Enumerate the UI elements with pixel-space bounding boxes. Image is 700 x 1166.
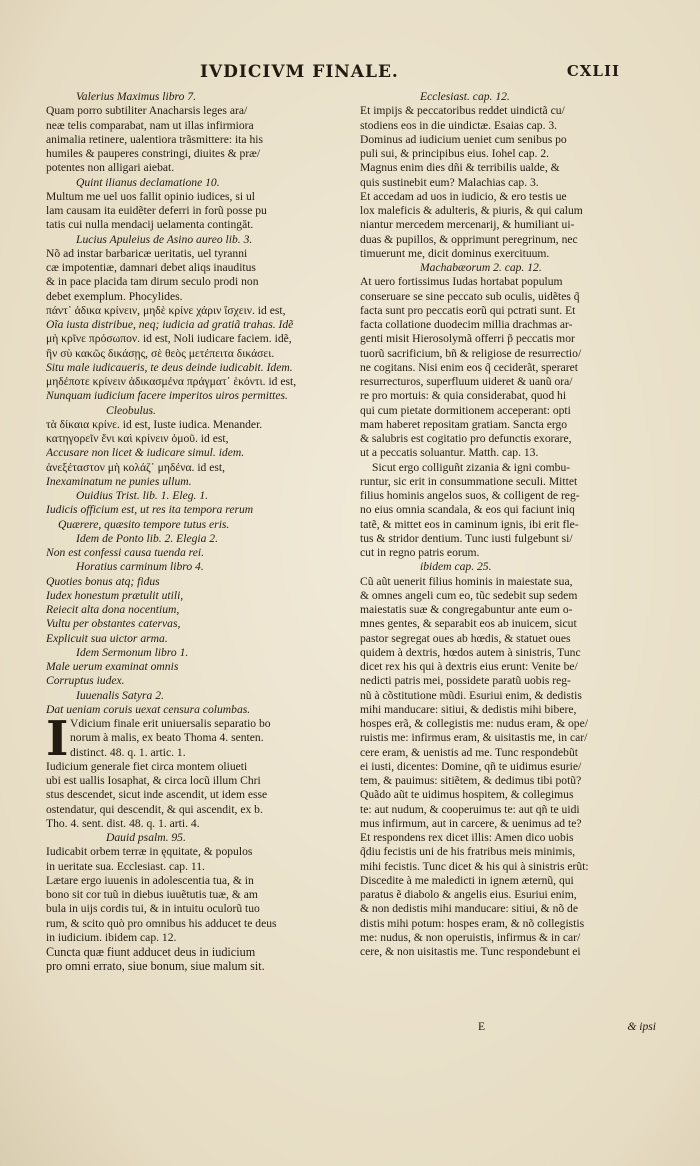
text-line: filius hominis angelos suos, & colligent de reg- [360, 489, 580, 502]
text-line: animalia retinere, ualentiora trãsmittere: ita his [46, 132, 263, 146]
text-line: Cũ aũt uenerit filius hominis in maiestate sua, [360, 574, 573, 588]
text-line: ut a peccatis soluantur. Matth. cap. 13. [360, 446, 539, 460]
text-line: tatis cui nulla mendacij uelamenta contingăt. [46, 218, 254, 232]
text-line: Cleobulus. [106, 403, 156, 417]
text-line: τὰ δίκαια κρίνε. id est, Iuste iudica. Menander. [46, 417, 263, 431]
text-line: me: nudus, & non operuistis, infirmus & in car/ [360, 930, 581, 944]
text-line: ἀνεξέταστον μὴ κολάζ᾽ μηδένα. id est, [46, 460, 226, 474]
text-line: Dat ueniam coruis uexat censura columbas. [46, 702, 251, 716]
text-line: Dauid psalm. 95. [106, 831, 186, 844]
text-line: Lætare ergo iuuenis in adolescentia tua, & in [46, 873, 254, 887]
text-line: Iudicis officium est, ut res ita tempora rerum [46, 503, 254, 517]
text-line: cere eram, & uenistis ad me. Tunc respondebũt [360, 745, 578, 759]
text-line: lox maleficis & adulteris, & piuris, & qui calum [360, 204, 583, 217]
text-line: Accusare non licet & iudicare simul. idem. [46, 446, 245, 460]
text-line: Lucius Apuleius de Asino aureo lib. 3. [76, 232, 253, 246]
text-line: At uero fortissimus Iudas hortabat populum [360, 275, 563, 289]
page-footer [360, 1020, 660, 1036]
text-line: Horatius carminum libro 4. [76, 560, 204, 574]
left-column [46, 90, 346, 974]
text-line: Nõ ad instar barbaricæ ueritatis, uel tyranni [46, 246, 248, 260]
text-line: dicet rex his qui à dextris eius erunt: Venite be/ [360, 660, 578, 673]
text-line: in ueritate sua. Ecclesiast. cap. 11. [46, 859, 205, 873]
text-line: cut in regno patris eorum. [360, 546, 480, 559]
text-line: bono sit cor tuũ in diebus iuuẽtutis tuæ, & am [46, 888, 258, 901]
text-line: tuorũ sacrificium, bñ & religiose de resurrectio/ [360, 346, 582, 360]
text-line: ne cogitans. Nisi enim eos q̃ ceciderãt, speraret [360, 360, 578, 374]
catchword: & ipsi [627, 1020, 656, 1033]
text-line: Et impijs & peccatoribus reddet uindictã cu/ [360, 104, 565, 118]
text-line: stus descendet, sicut inde ascendit, ut idem esse [46, 788, 268, 802]
signature-mark: E [478, 1020, 486, 1033]
text-line: κατηγορεῖν ἔνι καὶ κρίνειν ὁμοῦ. id est, [46, 432, 229, 445]
text-line: potentes non alligari aiebat. [46, 161, 175, 175]
text-line: nedicti patris mei, possidete paratũ uobis reg- [360, 674, 571, 688]
text-line: norum à malis, ex beato Thoma 4. senten. [70, 731, 264, 745]
text-line: pro omni errato, siue bonum, siue malum sit. [46, 959, 265, 974]
text-line: Quint ilianus declamatione 10. [76, 175, 220, 189]
text-line: paratus ẽ diabolo & angelis eius. Esuriui enim, [360, 888, 577, 901]
text-line: debet exemplum. Phocylides. [46, 289, 183, 303]
page-header [200, 62, 620, 84]
text-line: Quam porro subtiliter Anacharsis leges ara/ [46, 104, 248, 118]
text-line: Iudicabit orbem terræ in ęquitate, & populos [46, 845, 253, 859]
text-line: Ecclesiast. cap. 12. [420, 90, 510, 103]
text-line: mihi fecistis. Tunc dicet & his qui à sinistris erũt: [360, 859, 589, 873]
text-line: re pro mortuis: & quia considerabat, quod hi [360, 389, 567, 403]
text-line: Reiecit alta dona nocentium, [46, 603, 180, 616]
text-line: cere, & non uisitastis me. Tunc respondebunt ei [360, 945, 581, 958]
text-line: Non est confessi causa tuenda rei. [46, 546, 204, 559]
text-line: Vdicium finale erit uniuersalis separatio bo [70, 717, 271, 730]
text-line: timuerunt me, dicit dominus exercituum. [360, 246, 550, 260]
text-line: Et respondens rex dicet illis: Amen dico uobis [360, 831, 574, 844]
text-line: πάντ᾽ ἀδικα κρίνειν, μηδὲ κρίνε χάριν ἴσχειν. id est, [46, 303, 286, 317]
folio-number: CXLII [566, 62, 620, 80]
text-line: Oĩa iusta distribue, neq; iudicia ad gratiã trahas. Idẽ [46, 318, 294, 331]
text-line: Machabæorum 2. cap. 12. [420, 261, 542, 274]
text-line: quis sustinebit eum? Malachias cap. 3. [360, 175, 539, 189]
text-line: Cuncta quæ fiunt adducet deus in iudicium [46, 945, 256, 959]
text-line: qui cum pietate dormitionem acceperant: opti [360, 403, 571, 417]
text-line: Quærere, quæsito tempore tutus eris. [58, 517, 230, 531]
text-line: distinct. 48. q. 1. artic. 1. [70, 745, 186, 759]
text-line: facta collatione duodecim millia drachmas ar- [360, 318, 573, 331]
text-line: & omnes angeli cum eo, tũc sedebit sup sedem [360, 588, 578, 602]
running-head: IVDICIVM FINALE. [200, 62, 399, 82]
text-line: Quãdo aũt te uidimus hospitem, & collegimus [360, 788, 574, 802]
text-line: Iuuenalis Satyra 2. [76, 688, 164, 702]
text-line: Iudex honestum prætulit utili, [46, 588, 184, 602]
text-line: mnes gentes, & separabit eos ab inuicem, sicut [360, 617, 577, 631]
text-line: in iudicium. ibidem cap. 12. [46, 930, 177, 944]
text-line: tem, & pauimus: sitiẽtem, & dedimus tibi potũ? [360, 774, 582, 787]
text-line: Situ male iudicaueris, te deus deinde iudicabit. Idem. [46, 360, 293, 374]
right-column [360, 90, 660, 959]
text-line: mus infirmum, aut in carcere, & uenimus ad te? [360, 816, 582, 830]
text-line: Valerius Maximus libro 7. [76, 90, 197, 103]
text-line: Idem de Ponto lib. 2. Elegia 2. [76, 531, 218, 545]
text-line: lam causam ita euidẽter deferri in forũ posse pu [46, 204, 267, 217]
text-line: humiles & pauperes constringi, diuites & præ/ [46, 147, 261, 160]
left-column-bottom [46, 760, 346, 974]
text-line: conseruare se sine peccato sub oculis, uidẽtes q̃ [360, 289, 580, 303]
text-line: ruistis me: infirmus eram, & uisitastis me, in car/ [360, 731, 588, 745]
text-line: q̃diu fecistis uni de his fratribus meis minimis, [360, 845, 576, 859]
text-line: μὴ κρῖνε πρόσωπον. id est, Noli iudicare faciem. idẽ, [46, 332, 292, 346]
text-line: genti misit Hierosolymã offerri p̃ peccatis mor [360, 332, 575, 346]
text-line: Tho. 4. sent. dist. 48. q. 1. arti. 4. [46, 816, 200, 830]
text-line: Dominus ad iudicium ueniet cum senibus po [360, 132, 567, 146]
text-line: nũ à cõstitutione mũdi. Esuriui enim, & dedistis [360, 688, 582, 702]
text-line: Sicut ergo colliguñt zizania & igni combu- [372, 460, 571, 474]
text-line: Et accedam ad uos in iudicio, & ero testis ue [360, 189, 567, 203]
text-line: Nunquam iudicium facere imperitos uiros permittes. [46, 389, 288, 403]
text-line: facta sunt pro peccatis eorũ qui pctrati sunt. Et [360, 303, 576, 317]
text-line: & non dedistis mihi manducare: sitiui, & nõ de [360, 902, 578, 916]
text-line: puli sui, & principibus eius. Iohel cap. 2. [360, 147, 550, 160]
text-line: duas & pupillos, & opprimunt peregrinum, nec [360, 232, 578, 246]
text-line: maiestatis suæ & congregabuntur ante eum o- [360, 603, 573, 616]
text-line: niantur mercedem mercenarij, & humiliant ui- [360, 218, 575, 232]
text-line: distis mihi potum: hospes eram, & nõ collegistis [360, 916, 585, 930]
text-line: pastor segregat oues ab hœdis, & statuet oues [360, 631, 571, 645]
text-line: mam haberet repositam gratiam. Sancta ergo [360, 417, 568, 431]
text-line: Idem Sermonum libro 1. [76, 645, 189, 659]
text-line: ostendatur, qui descendit, & qui ascendit, ex b. [46, 802, 263, 816]
text-line: μηδέποτε κρίνειν ἀδικασμένα πράγματ᾽ ἑκόντι. id est, [46, 375, 297, 388]
text-line: Ouidius Trist. lib. 1. Eleg. 1. [76, 489, 209, 502]
text-line: ubi est uallis Iosaphat, & circa locũ illum Chri [46, 774, 261, 787]
left-column-top [46, 90, 346, 717]
text-line: & in pace placida tam dirum seculo prodi non [46, 275, 259, 289]
text-line: Quoties bonus atq; fidus [46, 574, 160, 588]
text-line: stodiens eos in die uindictæ. Esaias cap. 3. [360, 118, 558, 132]
text-line: te: aut nudum, & cooperuimus te: aut qñ te uidi [360, 802, 580, 816]
text-line: & salubris est cogitatio pro defunctis exorare, [360, 432, 572, 445]
text-line: Inexaminatum ne punies ullum. [46, 474, 192, 488]
text-line: ei iusti, dicentes: Domine, qñ te uidimus esurie/ [360, 759, 582, 773]
text-line: Multum me uel uos fallit opinio iudices, si ul [46, 189, 255, 203]
text-line: quidem à dextris, hœdos autem à sinistris, Tunc [360, 645, 581, 659]
text-line: resurrecturos, superfluum uideret & uanũ ora/ [360, 375, 573, 388]
text-line: hospes erã, & collegistis me: nudus eram, & ope/ [360, 717, 588, 730]
text-line: tatẽ, & mittet eos in caminum ignis, ibi erit fle- [360, 517, 579, 531]
text-line: Male uerum examinat omnis [46, 660, 179, 673]
text-line: Corruptus iudex. [46, 674, 125, 688]
text-line: Iudicium generale fiet circa montem oliueti [46, 759, 248, 773]
text-line: runtur, sic erit in consummatione seculi. Mittet [360, 474, 578, 488]
text-line: ibidem cap. 25. [420, 560, 492, 574]
text-line: Explicuit sua uictor arma. [46, 631, 168, 645]
text-line: tus & stridor dentium. Tunc iusti fulgebunt si/ [360, 531, 573, 545]
right-column-body [360, 90, 660, 959]
text-line: Vultu per obstantes catervas, [46, 617, 181, 631]
text-line: Discedite à me maledicti in ignem æternũ, qui [360, 873, 574, 887]
text-line: bula in uijs cordis tui, & in intuitu oculorũ tuo [46, 902, 260, 916]
dropcap-letter: I [46, 711, 69, 767]
text-line: neæ telis comparabat, nam ut illas infirmiora [46, 118, 254, 132]
text-line: no eius omnia scandala, & eos qui faciunt iniq [360, 503, 575, 517]
text-line: ἢν σὺ κακῶς δικάσῃς, σὲ θεὸς μετέπειτα δικάσει. [46, 346, 275, 360]
text-line: Magnus enim dies dñi & terribilis ualde, & [360, 161, 560, 175]
text-line: rum, & scito quò pro omnibus his adducet te deus [46, 916, 277, 930]
text-line: cæ impotentiæ, damnari debet aliqs inauditus [46, 261, 256, 274]
text-line: mihi manducare: sitiui, & dedistis mihi bibere, [360, 702, 577, 716]
